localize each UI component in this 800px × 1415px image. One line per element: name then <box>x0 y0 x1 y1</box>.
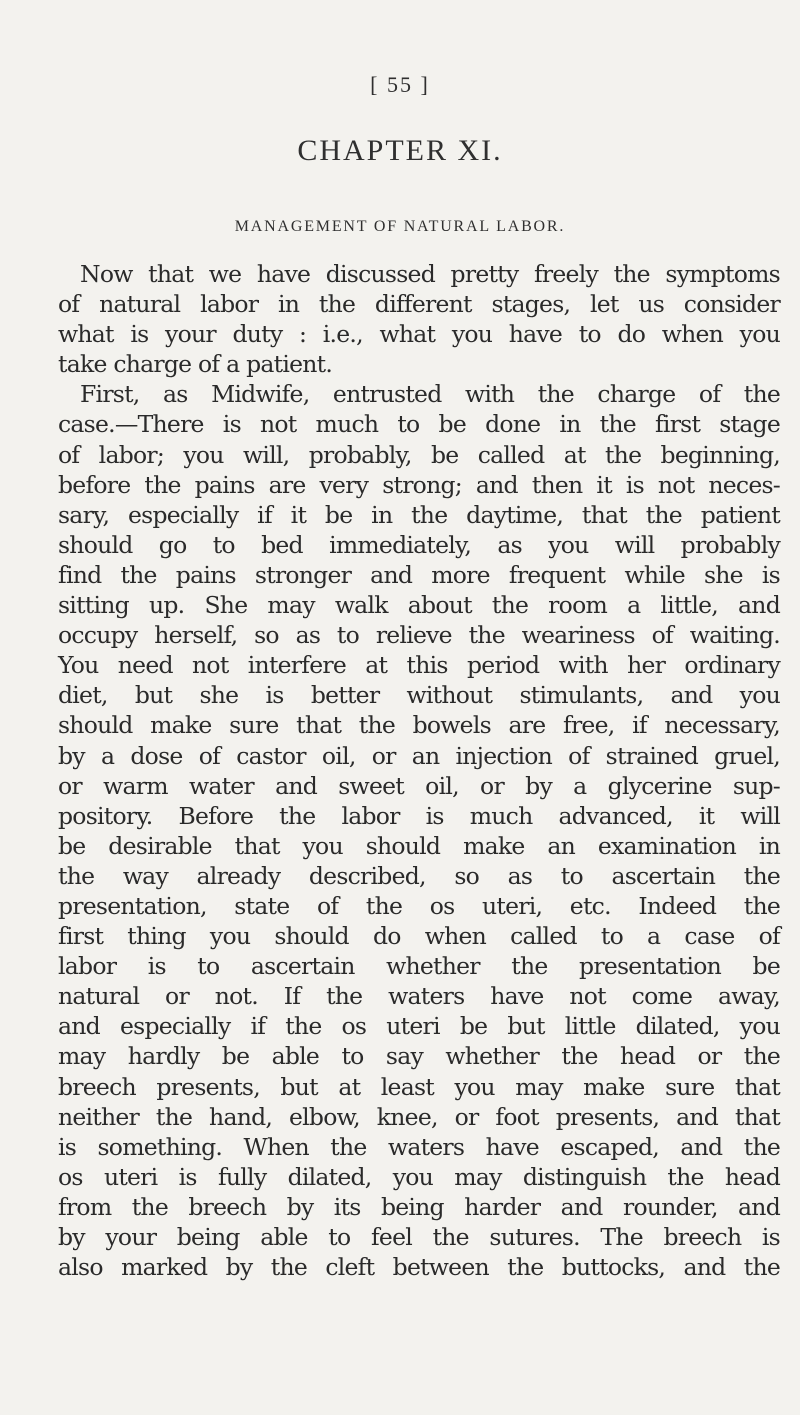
text-line: is something. When the waters have escaped, and the <box>58 1132 780 1161</box>
page-number: [ 55 ] <box>370 72 430 97</box>
text-line: natural or not. If the waters have not come away, <box>58 982 780 1011</box>
text-line: or warm water and sweet oil, or by a glycerine sup- <box>58 771 780 800</box>
text-line: diet, but she is better without stimulants, and you <box>58 681 780 710</box>
text-line: by your being able to feel the sutures. The breech is <box>58 1223 780 1251</box>
text-line: may hardly be able to say whether the head or the <box>58 1042 780 1071</box>
text-line: Now that we have discussed pretty freely the symptoms <box>80 260 780 288</box>
text-line: what is your duty : i.e., what you have to do when you <box>58 320 780 349</box>
text-line: You need not interfere at this period with her ordinary <box>58 651 780 680</box>
text-line: os uteri is fully dilated, you may distinguish the head <box>58 1162 780 1191</box>
text-line: case.—There is not much to be done in the first stage <box>58 410 780 439</box>
text-line: of natural labor in the different stages, let us consider <box>58 290 780 319</box>
text-line: labor is to ascertain whether the presentation be <box>58 952 780 981</box>
text-line: sary, especially if it be in the daytime, that the patient <box>58 500 780 529</box>
text-line: also marked by the cleft between the buttocks, and the <box>58 1253 780 1282</box>
text-line: by a dose of castor oil, or an injection of strained gruel, <box>58 741 780 770</box>
text-line: take charge of a patient. <box>58 350 333 379</box>
text-line: from the breech by its being harder and rounder, and <box>58 1192 780 1221</box>
text-line: neither the hand, elbow, knee, or foot presents, and that <box>58 1102 780 1131</box>
text-line: first thing you should do when called to a case of <box>58 922 780 951</box>
section-title: MANAGEMENT OF NATURAL LABOR. <box>234 218 566 235</box>
text-line: find the pains stronger and more frequent while she is <box>58 560 780 589</box>
text-line: of labor; you will, probably, be called at the beginning, <box>58 440 780 469</box>
text-line: First, as Midwife, entrusted with the charge of the <box>80 380 780 409</box>
text-line: breech presents, but at least you may make sure that <box>58 1072 780 1101</box>
text-line: should make sure that the bowels are free, if necessary, <box>58 711 780 740</box>
text-line: be desirable that you should make an examination in <box>58 831 780 860</box>
text-line: sitting up. She may walk about the room a little, and <box>58 591 780 620</box>
body-text <box>58 259 780 1282</box>
text-line: presentation, state of the os uteri, etc. Indeed the <box>58 891 780 920</box>
text-line: should go to bed immediately, as you will probably <box>58 530 780 559</box>
text-line: before the pains are very strong; and then it is not neces- <box>58 470 780 499</box>
chapter-title: CHAPTER XI. <box>297 134 503 167</box>
text-line: the way already described, so as to ascertain the <box>58 861 780 890</box>
text-line: occupy herself, so as to relieve the weariness of waiting. <box>58 621 780 650</box>
text-line: and especially if the os uteri be but little dilated, you <box>58 1012 780 1041</box>
text-line: pository. Before the labor is much advanced, it will <box>58 801 780 830</box>
